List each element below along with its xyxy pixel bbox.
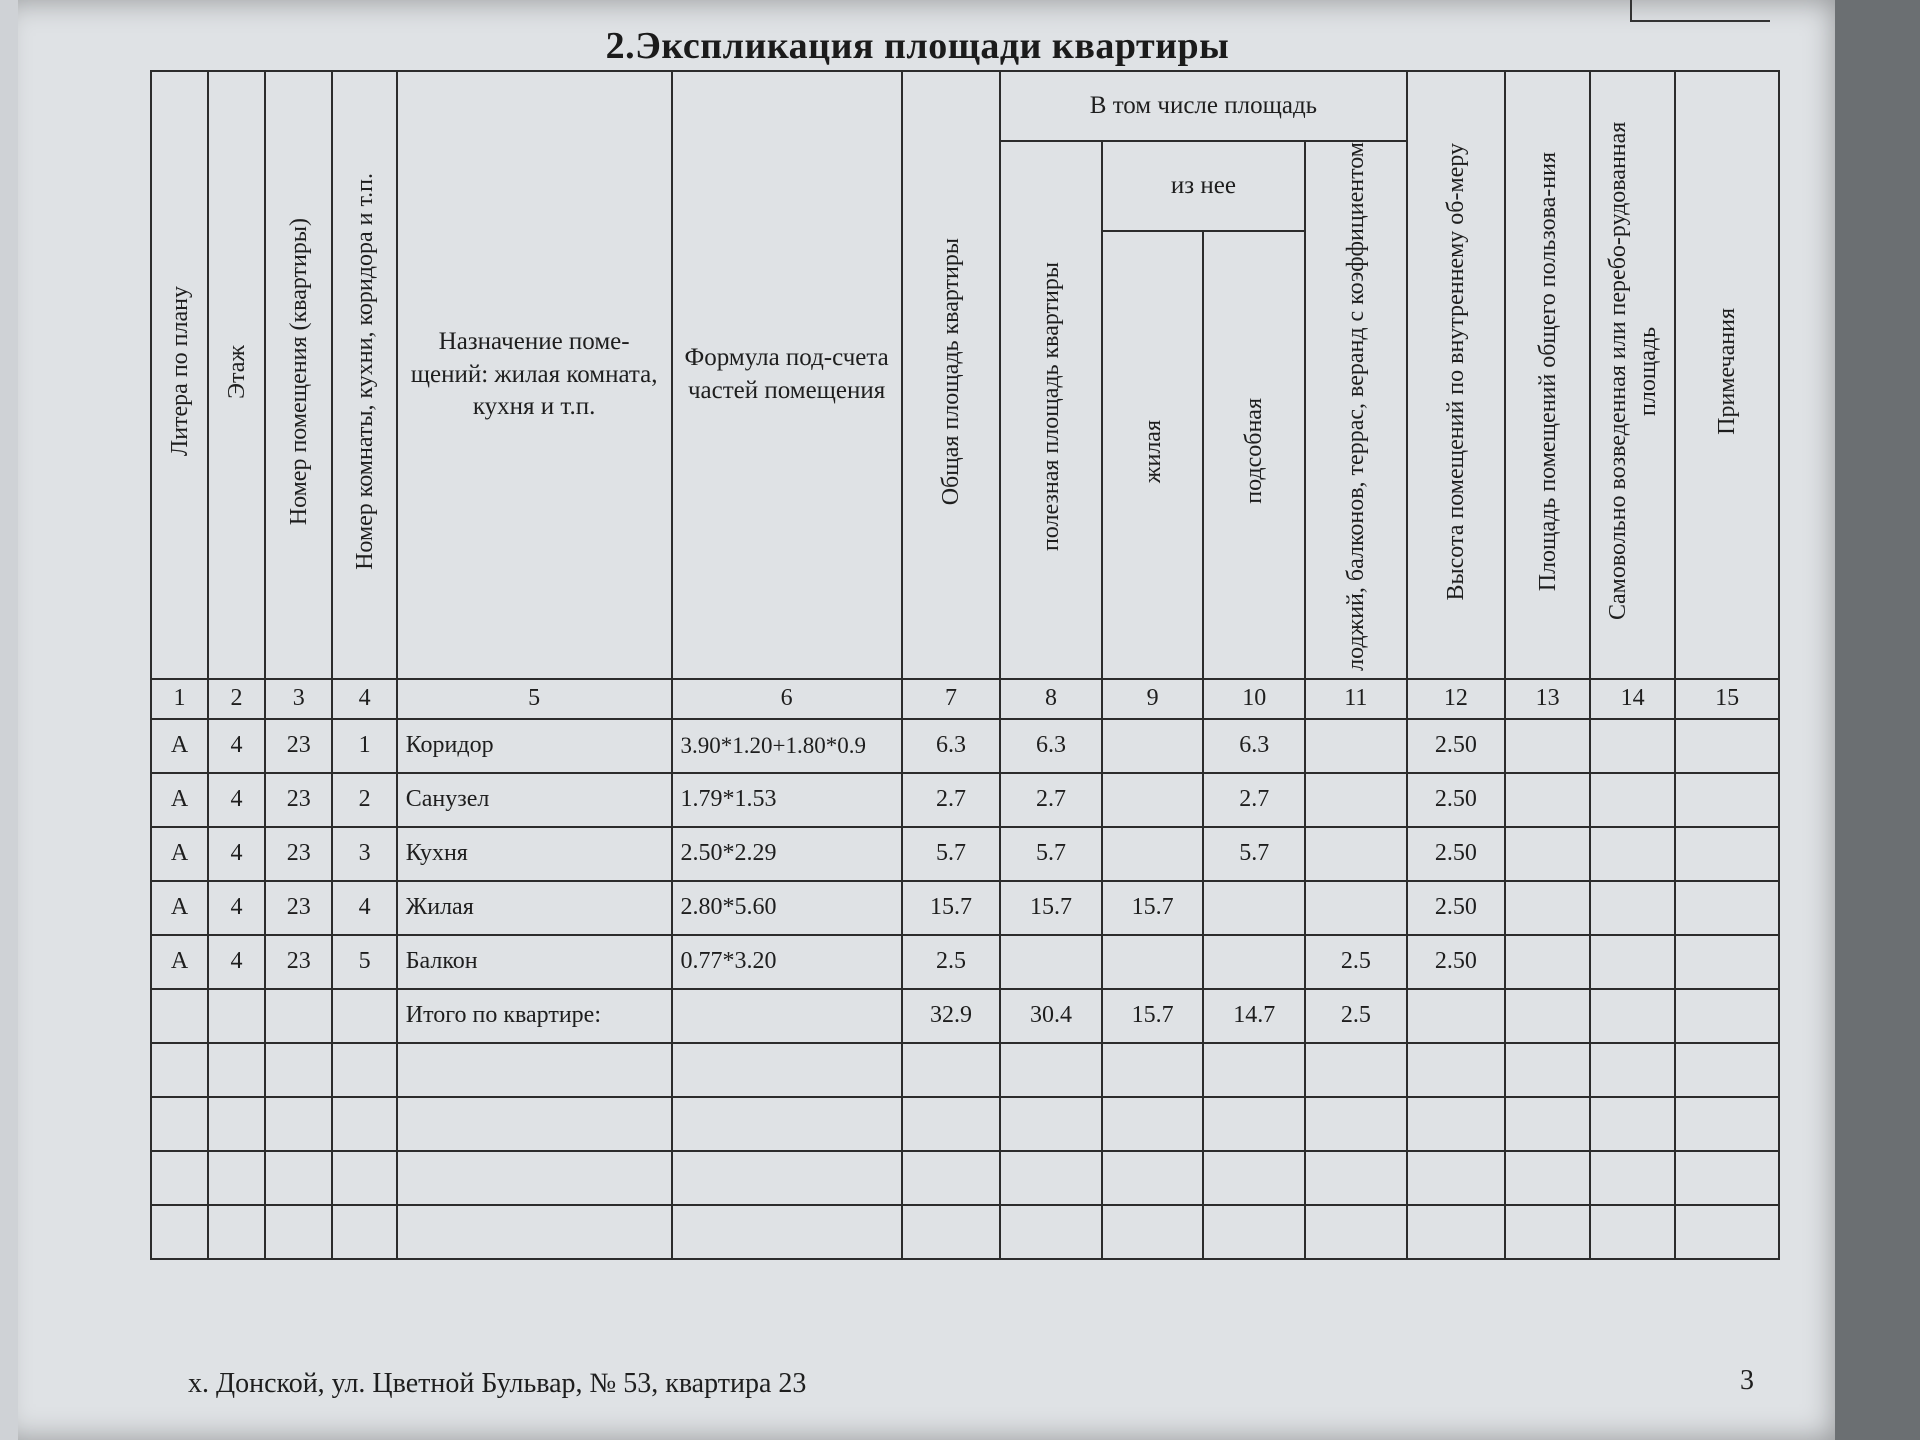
cell-total: 5.7 (902, 827, 1001, 881)
cell-purpose: Кухня (397, 827, 672, 881)
table-row (151, 827, 1779, 881)
cell-note (1675, 719, 1779, 773)
cell-floor: 4 (208, 719, 265, 773)
table-row (151, 719, 1779, 773)
cell-common (1505, 773, 1590, 827)
cell-useful: 6.3 (1000, 719, 1102, 773)
cell-auxiliary (1203, 935, 1305, 989)
cell-formula: 2.80*5.60 (672, 881, 902, 935)
cell-purpose: Жилая (397, 881, 672, 935)
cell-height: 2.50 (1407, 935, 1506, 989)
cell-total: 2.7 (902, 773, 1001, 827)
cell-height: 2.50 (1407, 881, 1506, 935)
cell-room: 2 (332, 773, 396, 827)
header-purpose: Назначение поме-щений: жилая комната, кухня и т.п. (397, 71, 672, 679)
cell-formula: 1.79*1.53 (672, 773, 902, 827)
cell-room: 5 (332, 935, 396, 989)
empty-row (151, 1097, 1779, 1151)
cell-height: 2.50 (1407, 719, 1506, 773)
cell-living: 15.7 (1102, 881, 1204, 935)
cell-useful (1000, 935, 1102, 989)
totals-label: Итого по квартире: (397, 989, 672, 1043)
header-litera: Литера по плану (151, 71, 208, 679)
table-row (151, 773, 1779, 827)
cell-litera: А (151, 827, 208, 881)
cell-common (1505, 881, 1590, 935)
cell-total: 2.5 (902, 935, 1001, 989)
cell-apartment: 23 (265, 773, 332, 827)
cell-litera: А (151, 773, 208, 827)
cell-common (1505, 935, 1590, 989)
cell-total: 15.7 (902, 881, 1001, 935)
header-notes: Примечания (1675, 71, 1779, 679)
column-number: 8 (1000, 679, 1102, 719)
cell-purpose: Коридор (397, 719, 672, 773)
column-number: 1 (151, 679, 208, 719)
column-number: 10 (1203, 679, 1305, 719)
empty-row (151, 1205, 1779, 1259)
column-number: 6 (672, 679, 902, 719)
cell-auxiliary (1203, 881, 1305, 935)
cell-useful: 5.7 (1000, 827, 1102, 881)
cell-note (1675, 773, 1779, 827)
cell-litera: А (151, 881, 208, 935)
header-common-area: Площадь помещений общего пользова-ния (1505, 71, 1590, 679)
cell-apartment: 23 (265, 719, 332, 773)
header-group-area: В том числе площадь (1000, 71, 1406, 141)
page-title: 2.Экспликация площади квартиры (605, 25, 1230, 67)
table-row (151, 881, 1779, 935)
cell-litera: А (151, 719, 208, 773)
cell-illegal (1590, 935, 1675, 989)
previous-table-border (1630, 20, 1770, 22)
table-row (151, 935, 1779, 989)
header-balcony: лоджий, балконов, террас, веранд с коэффициентом (1305, 141, 1407, 679)
cell-total: 6.3 (902, 719, 1001, 773)
header-floor: Этаж (208, 71, 265, 679)
empty-row (151, 1043, 1779, 1097)
cell-formula: 3.90*1.20+1.80*0.9 (672, 719, 902, 773)
cell-apartment: 23 (265, 881, 332, 935)
totals-useful: 30.4 (1000, 989, 1102, 1043)
column-number: 14 (1590, 679, 1675, 719)
cell-apartment: 23 (265, 827, 332, 881)
totals-living: 15.7 (1102, 989, 1204, 1043)
column-number: 2 (208, 679, 265, 719)
column-number: 11 (1305, 679, 1407, 719)
header-subgroup: из нее (1102, 141, 1305, 231)
cell-illegal (1590, 881, 1675, 935)
header-useful-area: полезная площадь квартиры (1000, 141, 1102, 679)
cell-common (1505, 719, 1590, 773)
header-living: жилая (1102, 231, 1204, 679)
cell-floor: 4 (208, 827, 265, 881)
cell-balcony (1305, 827, 1407, 881)
totals-balcony: 2.5 (1305, 989, 1407, 1043)
cell-note (1675, 881, 1779, 935)
cell-balcony (1305, 881, 1407, 935)
cell-apartment: 23 (265, 935, 332, 989)
previous-table-border (1630, 0, 1632, 22)
totals-total: 32.9 (902, 989, 1001, 1043)
cell-purpose: Балкон (397, 935, 672, 989)
column-number: 4 (332, 679, 396, 719)
cell-auxiliary: 5.7 (1203, 827, 1305, 881)
explication-table (150, 70, 1780, 1260)
empty-row (151, 1151, 1779, 1205)
column-number: 9 (1102, 679, 1204, 719)
cell-illegal (1590, 773, 1675, 827)
header-apartment-number: Номер помещения (квартиры) (265, 71, 332, 679)
cell-height: 2.50 (1407, 773, 1506, 827)
header-formula: Формула под-счета частей помещения (672, 71, 902, 679)
cell-illegal (1590, 719, 1675, 773)
header-row (151, 71, 1779, 141)
cell-living (1102, 827, 1204, 881)
sheet-edge (0, 0, 18, 1440)
footer-address: х. Донской, ул. Цветной Бульвар, № 53, квартира 23 (188, 1368, 807, 1399)
cell-useful: 2.7 (1000, 773, 1102, 827)
cell-height: 2.50 (1407, 827, 1506, 881)
cell-note (1675, 935, 1779, 989)
cell-floor: 4 (208, 773, 265, 827)
cell-floor: 4 (208, 881, 265, 935)
cell-purpose: Санузел (397, 773, 672, 827)
cell-illegal (1590, 827, 1675, 881)
cell-common (1505, 827, 1590, 881)
column-number: 13 (1505, 679, 1590, 719)
header-illegal-area: Самовольно возведенная или перебо-рудованная площадь (1590, 71, 1675, 679)
cell-useful: 15.7 (1000, 881, 1102, 935)
totals-row (151, 989, 1779, 1043)
cell-litera: А (151, 935, 208, 989)
column-number: 12 (1407, 679, 1506, 719)
cell-room: 3 (332, 827, 396, 881)
cell-balcony: 2.5 (1305, 935, 1407, 989)
cell-formula: 2.50*2.29 (672, 827, 902, 881)
cell-formula: 0.77*3.20 (672, 935, 902, 989)
cell-balcony (1305, 719, 1407, 773)
column-number: 7 (902, 679, 1001, 719)
cell-living (1102, 935, 1204, 989)
cell-room: 1 (332, 719, 396, 773)
cell-auxiliary: 2.7 (1203, 773, 1305, 827)
cell-auxiliary: 6.3 (1203, 719, 1305, 773)
cell-room: 4 (332, 881, 396, 935)
cell-living (1102, 773, 1204, 827)
header-room-number: Номер комнаты, кухни, коридора и т.п. (332, 71, 396, 679)
header-height: Высота помещений по внутреннему об-меру (1407, 71, 1506, 679)
totals-auxiliary: 14.7 (1203, 989, 1305, 1043)
page-number: 3 (1740, 1365, 1754, 1396)
cell-balcony (1305, 773, 1407, 827)
column-number: 3 (265, 679, 332, 719)
column-number: 5 (397, 679, 672, 719)
cell-living (1102, 719, 1204, 773)
column-number-row (151, 679, 1779, 719)
column-number: 15 (1675, 679, 1779, 719)
header-auxiliary: подсобная (1203, 231, 1305, 679)
cell-note (1675, 827, 1779, 881)
header-total-area: Общая площадь квартиры (902, 71, 1001, 679)
cell-floor: 4 (208, 935, 265, 989)
